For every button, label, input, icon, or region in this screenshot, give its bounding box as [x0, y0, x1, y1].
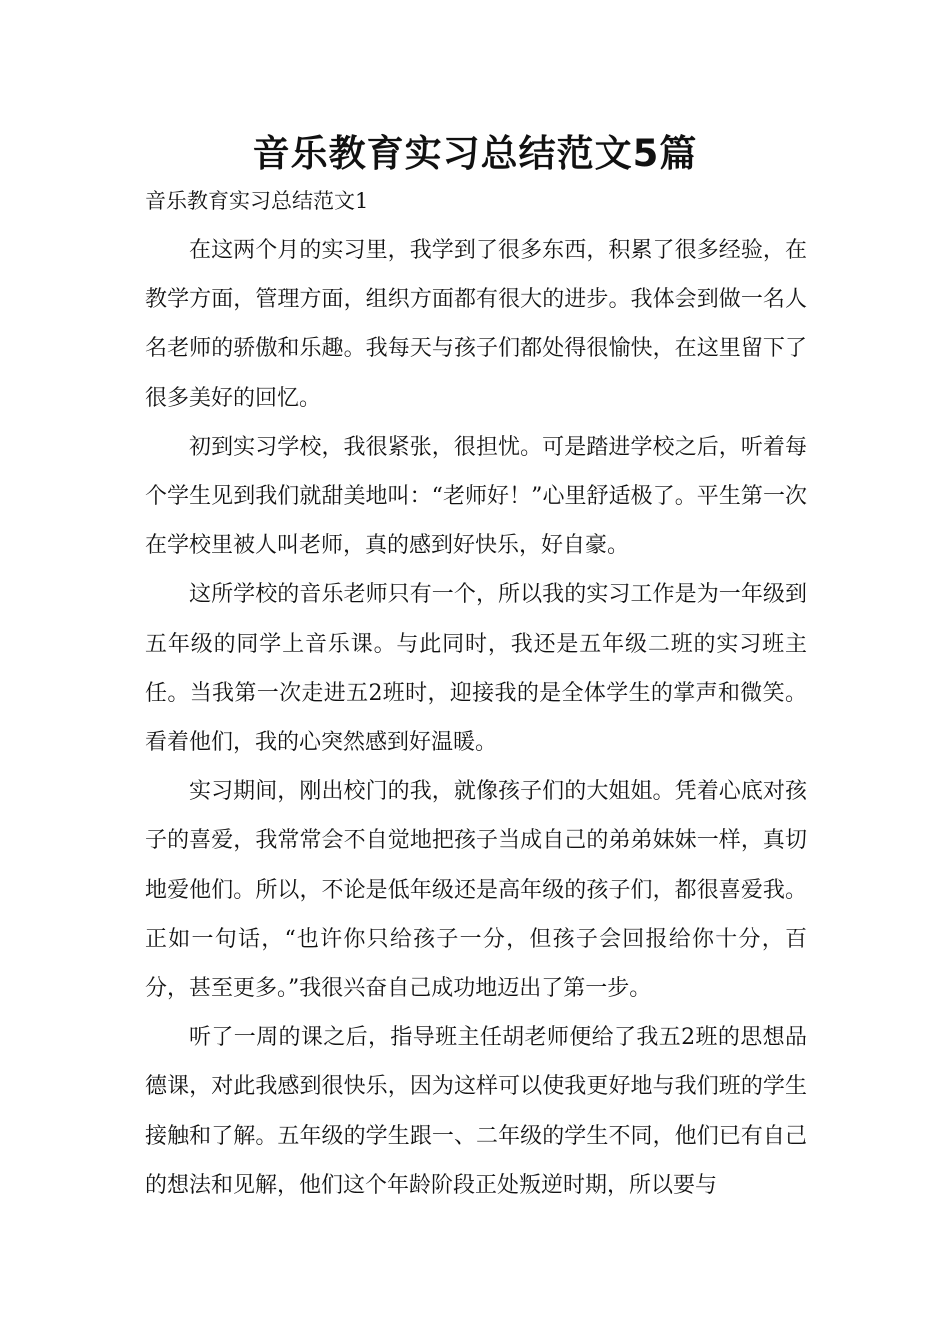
paragraph: 实习期间，刚出校门的我，就像孩子们的大姐姐。凭着心底对孩子的喜爱，我常常会不自觉地把孩子当成自己的弟弟妹妹一样，真切地爱他们。所以，不论是低年级还是高年级的孩子们，都很喜爱我。正如一句话，“也许你只给孩子一分，但孩子会回报给你十分，百分，甚至更多。”我很兴奋自己成功地迈出了第一步。	[145, 779, 807, 1002]
paragraph: 初到实习学校，我很紧张，很担忧。可是踏进学校之后，听着每个学生见到我们就甜美地叫：“老师好！”心里舒适极了。平生第一次在学校里被人叫老师，真的感到好快乐，好自豪。	[145, 434, 807, 559]
section-heading: 音乐教育实习总结范文1	[145, 189, 369, 213]
document-title: 音乐教育实习总结范文5篇	[252, 132, 698, 175]
paragraph: 在这两个月的实习里，我学到了很多东西，积累了很多经验，在教学方面，管理方面，组织方面都有很大的进步。我体会到做一名人名老师的骄傲和乐趣。我每天与孩子们都处得很愉快，在这里留下了很多美好的回忆。	[145, 238, 807, 411]
paragraph: 这所学校的音乐老师只有一个，所以我的实习工作是为一年级到五年级的同学上音乐课。与此同时，我还是五年级二班的实习班主任。当我第一次走进五2班时，迎接我的是全体学生的掌声和微笑。看着他们，我的心突然感到好温暖。	[145, 582, 807, 756]
document-body	[145, 226, 807, 1210]
paragraph: 听了一周的课之后，指导班主任胡老师便给了我五2班的思想品德课，对此我感到很快乐，因为这样可以使我更好地与我们班的学生接触和了解。五年级的学生跟一、二年级的学生不同，他们已有自己的想法和见解，他们这个年龄阶段正处叛逆时期，所以要与	[145, 1025, 807, 1198]
